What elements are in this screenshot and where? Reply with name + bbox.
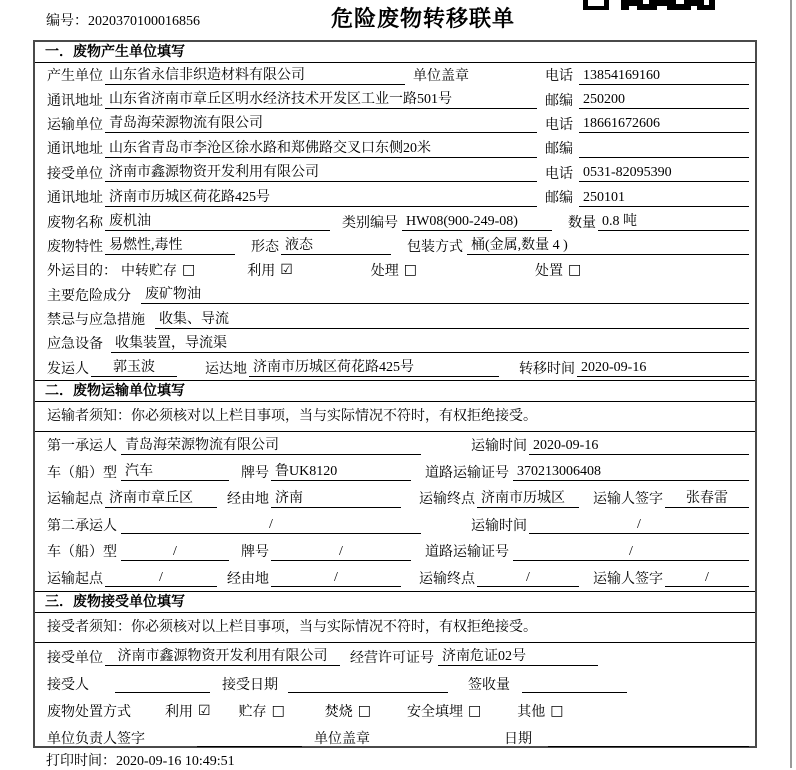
packing-label: 包装方式 [407, 239, 463, 255]
purpose-label: 外运目的： [47, 264, 117, 280]
destination-label: 运达地 [205, 361, 247, 377]
transport-time-label: 运输时间 [471, 518, 527, 534]
transfer-form [33, 40, 757, 748]
row-producer [35, 63, 755, 87]
option-label: 贮存 [238, 704, 267, 720]
recipient-label: 接受人 [47, 677, 89, 693]
purpose-option [535, 260, 581, 280]
section-producer [35, 42, 755, 380]
responsible-sign-label: 单位负责人签字 [47, 731, 145, 747]
date-label: 日期 [504, 731, 532, 747]
option-label: 安全填埋 [407, 704, 464, 720]
recipient-value [115, 674, 210, 693]
quantity-value: 0.8 吨 [598, 212, 749, 231]
print-time [46, 750, 235, 770]
option-label: 焚烧 [324, 704, 353, 720]
origin-label: 运输起点 [47, 492, 103, 508]
vehicle-type-value: / [121, 542, 229, 561]
section2-title: 二．废物运输单位填写 [35, 381, 755, 402]
row-equipment [35, 331, 755, 355]
transporter-value: 青岛海荣源物流有限公司 [105, 114, 537, 133]
transfer-time-label: 转移时间 [519, 361, 575, 377]
transport-time-label: 运输时间 [471, 439, 527, 455]
carrier1-label: 第一承运人 [47, 439, 117, 455]
row-shipper [35, 356, 755, 380]
phone-value: 18661672606 [579, 114, 749, 133]
disposal-option [517, 701, 563, 721]
receive-unit-value: 济南市鑫源物资开发利用有限公司 [105, 647, 340, 666]
producer-label: 产生单位 [47, 69, 103, 85]
row-vehicle2 [35, 538, 755, 565]
zip-label: 邮编 [545, 142, 573, 158]
checkbox-icon: □ [403, 262, 418, 279]
checkbox-icon: □ [182, 262, 196, 279]
taboo-label: 禁忌与应急措施 [47, 313, 145, 329]
producer-value: 山东省永信非织造材料有限公司 [105, 66, 405, 85]
vehicle-type-label: 车（船）型 [47, 465, 117, 481]
disposal-label: 废物处置方式 [47, 704, 131, 720]
via-label: 经由地 [227, 492, 269, 508]
row-receiver-address [35, 185, 755, 209]
address-label: 通讯地址 [47, 93, 103, 109]
address-label: 通讯地址 [47, 142, 103, 158]
origin-value: 济南市章丘区 [105, 489, 217, 508]
transporter-notice: 运输者须知：你必须核对以上栏目事项，当与实际情况不符时，有权拒绝接受。 [35, 402, 755, 432]
section1-title: 一．废物产生单位填写 [35, 42, 755, 63]
phone-label: 电话 [545, 117, 573, 133]
hazard-value: 废矿物油 [141, 285, 749, 304]
receive-unit-label: 接受单位 [47, 650, 103, 666]
signed-amount-value [522, 674, 627, 693]
address-label: 通讯地址 [47, 191, 103, 207]
road-license-label: 道路运输证号 [425, 545, 509, 561]
endpoint-value: 济南市历城区 [477, 489, 579, 508]
plate-label: 牌号 [241, 465, 269, 481]
disposal-option [165, 701, 211, 721]
equipment-value: 收集装置，导流渠 [111, 334, 749, 353]
phone-value: 13854169160 [579, 66, 749, 85]
section3-title: 三．废物接受单位填写 [35, 592, 755, 613]
vehicle-type-label: 车（船）型 [47, 545, 117, 561]
shipper-label: 发运人 [47, 361, 89, 377]
receiver-label: 接受单位 [47, 166, 103, 182]
checkbox-checked-icon: ☑ [198, 702, 211, 719]
zip-label: 邮编 [545, 93, 573, 109]
carrier1-value: 青岛海荣源物流有限公司 [121, 436, 421, 455]
purpose-option [371, 260, 417, 280]
category-value: HW08(900-249-08) [402, 212, 552, 231]
checkbox-icon: □ [271, 702, 285, 719]
serial-value: 2020370100016856 [88, 14, 200, 29]
row-taboo [35, 307, 755, 331]
via-value: / [271, 568, 401, 587]
taboo-value: 收集、导流 [155, 310, 749, 329]
row-responsible-sign [35, 724, 755, 751]
row-second-carrier [35, 512, 755, 539]
road-license-value: / [513, 542, 749, 561]
option-label: 其他 [517, 704, 546, 720]
address-value: 山东省济南市章丘区明水经济技术开发区工业一路501号 [105, 90, 537, 109]
carrier-sign-label: 运输人签字 [593, 492, 663, 508]
form-state-label: 形态 [251, 239, 279, 255]
destination-value: 济南市历城区荷花路425号 [249, 358, 499, 377]
receiver-value: 济南市鑫源物资开发利用有限公司 [105, 163, 537, 182]
via-value: 济南 [271, 489, 401, 508]
option-label: 利用 [247, 264, 276, 280]
zip-value [579, 139, 749, 158]
endpoint-label: 运输终点 [419, 571, 475, 587]
option-label: 中转贮存 [121, 264, 177, 280]
zip-value: 250200 [579, 90, 749, 109]
responsible-sign-value [197, 728, 302, 747]
zip-value: 250101 [579, 188, 749, 207]
permit-value: 济南危证02号 [438, 647, 598, 666]
page-title: 危险废物转移联单 [330, 6, 515, 31]
quantity-label: 数量 [568, 215, 596, 231]
row-transporter-address [35, 136, 755, 160]
endpoint-label: 运输终点 [419, 492, 475, 508]
plate-label: 牌号 [241, 545, 269, 561]
row-vehicle1 [35, 459, 755, 486]
disposal-option [325, 701, 371, 721]
disposal-option [407, 701, 481, 721]
address-value: 济南市历城区荷花路425号 [105, 188, 537, 207]
phone-label: 电话 [545, 166, 573, 182]
waste-name-value: 废机油 [105, 212, 330, 231]
form-state-value: 液态 [281, 236, 391, 255]
receive-date-value [288, 674, 448, 693]
option-label: 处理 [370, 264, 399, 280]
row-route1 [35, 485, 755, 512]
transporter-label: 运输单位 [47, 117, 103, 133]
vehicle-type-value: 汽车 [121, 462, 229, 481]
row-receiver [35, 161, 755, 185]
waste-name-label: 废物名称 [47, 215, 103, 231]
option-label: 利用 [165, 704, 193, 720]
purpose-option [247, 260, 293, 280]
checkbox-icon: □ [357, 702, 372, 719]
origin-value: / [105, 568, 217, 587]
equipment-label: 应急设备 [47, 337, 103, 353]
phone-label: 电话 [545, 69, 573, 85]
row-transporter [35, 112, 755, 136]
zip-label: 邮编 [545, 191, 573, 207]
row-route2 [35, 565, 755, 592]
row-first-carrier [35, 432, 755, 459]
section-receiver [35, 591, 755, 751]
row-hazard [35, 283, 755, 307]
phone-value: 0531-82095390 [579, 163, 749, 182]
row-purpose [35, 258, 755, 282]
plate-value: 鲁UK8120 [271, 462, 411, 481]
packing-value: 桶(金属,数量 4 ) [467, 236, 749, 255]
plate-value: / [271, 542, 411, 561]
print-time-label: 打印时间： [46, 754, 116, 769]
road-license-value: 370213006408 [513, 462, 749, 481]
row-producer-address [35, 87, 755, 111]
section-transporter [35, 380, 755, 591]
via-label: 经由地 [227, 571, 269, 587]
date-value [548, 728, 749, 747]
row-disposal [35, 697, 755, 724]
receiver-notice: 接受者须知：你必须核对以上栏目事项，当与实际情况不符时，有权拒绝接受。 [35, 613, 755, 643]
transfer-time-value: 2020-09-16 [577, 358, 749, 377]
category-label: 类别编号 [342, 215, 398, 231]
checkbox-checked-icon: ☑ [280, 262, 293, 279]
hazard-label: 主要危险成分 [47, 288, 131, 304]
row-waste-character [35, 234, 755, 258]
transport-time-value: / [529, 515, 749, 534]
row-recipient [35, 670, 755, 697]
transport-time-value: 2020-09-16 [529, 436, 749, 455]
checkbox-icon: □ [568, 262, 582, 279]
character-label: 废物特性 [47, 239, 103, 255]
receive-date-label: 接受日期 [222, 677, 278, 693]
carrier-sign-label: 运输人签字 [593, 571, 663, 587]
unit-seal-label: 单位盖章 [413, 69, 469, 85]
carrier-sign-value: / [665, 568, 749, 587]
option-label: 处置 [535, 264, 564, 280]
endpoint-value: / [477, 568, 579, 587]
print-time-value: 2020-09-16 10:49:51 [116, 754, 235, 769]
checkbox-icon: □ [468, 702, 482, 719]
address-value: 山东省青岛市李沧区徐水路和郑佛路交叉口东侧20米 [105, 139, 537, 158]
road-license-label: 道路运输证号 [425, 465, 509, 481]
unit-seal-label: 单位盖章 [314, 731, 370, 747]
shipper-value: 郭玉波 [91, 358, 177, 377]
origin-label: 运输起点 [47, 571, 103, 587]
serial-label: 编号： [46, 14, 88, 29]
permit-label: 经营许可证号 [350, 650, 434, 666]
row-waste-name [35, 209, 755, 233]
purpose-option [121, 260, 195, 280]
character-value: 易燃性,毒性 [105, 236, 235, 255]
window-edge [790, 0, 792, 768]
checkbox-icon: □ [550, 702, 564, 719]
carrier2-value: / [121, 515, 421, 534]
row-receive-unit [35, 643, 755, 670]
carrier-sign-value: 张春雷 [665, 489, 749, 508]
carrier2-label: 第二承运人 [47, 518, 117, 534]
disposal-option [239, 701, 285, 721]
signed-amount-label: 签收量 [468, 677, 510, 693]
